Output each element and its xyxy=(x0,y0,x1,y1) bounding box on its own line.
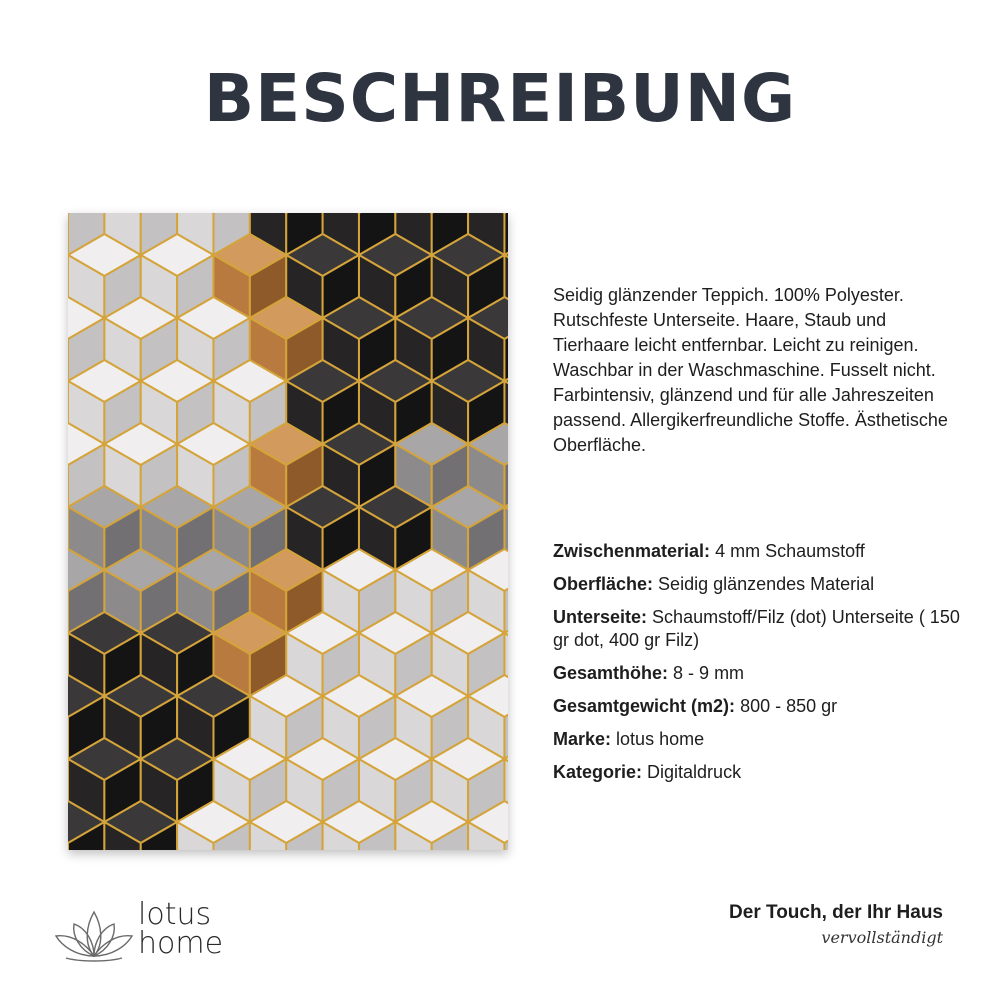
tagline-main: Der Touch, der Ihr Haus xyxy=(729,902,943,923)
spec-label: Zwischenmaterial: xyxy=(553,541,711,561)
product-description: Seidig glänzender Teppich. 100% Polyester. Rutschfeste Unterseite. Haare, Staub und Tierhaare leicht entfernbar. Leicht zu reinigen. Waschbar in der Waschmaschine. Fusselt nicht. Farbintensiv, glänzend und für alle Jahreszeiten passend. Allergikerfreundliche Stoffe. Ästhetische Oberfläche. xyxy=(553,285,948,455)
spec-unterseite xyxy=(553,606,973,652)
spec-label: Gesamtgewicht (m2): xyxy=(553,696,736,716)
logo-line-2: home xyxy=(138,926,224,961)
spec-gesamtgewicht xyxy=(553,695,973,718)
spec-value: Digitaldruck xyxy=(647,762,742,782)
spec-label: Kategorie: xyxy=(553,762,643,782)
spec-list xyxy=(553,540,973,794)
spec-label: Unterseite: xyxy=(553,607,648,627)
page-title: BESCHREIBUNG xyxy=(203,60,797,137)
spec-marke xyxy=(553,728,973,751)
spec-gesamthoehe xyxy=(553,662,973,685)
tagline-sub: vervollständigt xyxy=(821,928,943,947)
spec-value: 800 - 850 gr xyxy=(740,696,838,716)
spec-value: Schaumstoff/Filz (dot) Unterseite ( 150 gr dot, 400 gr Filz) xyxy=(553,607,960,650)
spec-value: 4 mm Schaumstoff xyxy=(715,541,865,561)
spec-oberflaeche xyxy=(553,573,973,596)
logo-text xyxy=(138,897,224,961)
logo-line-1: lotus xyxy=(138,897,212,932)
spec-kategorie xyxy=(553,761,973,784)
rug-pattern xyxy=(68,213,508,850)
spec-label: Marke: xyxy=(553,729,612,749)
spec-value: lotus home xyxy=(616,729,705,749)
spec-zwischenmaterial xyxy=(553,540,973,563)
spec-value: 8 - 9 mm xyxy=(673,663,745,683)
spec-value: Seidig glänzendes Material xyxy=(658,574,875,594)
rug-image xyxy=(68,213,508,850)
spec-label: Oberfläche: xyxy=(553,574,654,594)
spec-label: Gesamthöhe: xyxy=(553,663,669,683)
